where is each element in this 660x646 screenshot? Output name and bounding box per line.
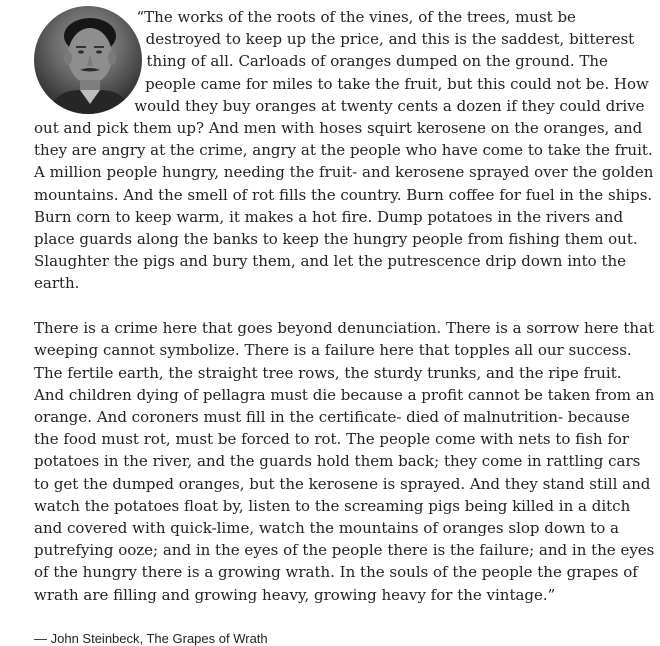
author-avatar bbox=[34, 6, 142, 114]
quote-paragraph-1: “The works of the roots of the vines, of the trees, must be destroyed to keep up the price, and this is the saddest, bitterest thing of all. Carloads of oranges dumped on the ground. The people came for miles to take the fruit, but this could not be. How would they buy oranges at twenty cents a dozen if they could drive out and pick them up? And men with hoses squirt kerosene on the oranges, and they are angry at the crime, angry at the people who have come to take the fruit. A million people hungry, needing the fruit- and kerosene sprayed over the golden mountains. And the smell of rot fills the country. Burn coffee for fuel in the ships. Burn corn to keep warm, it makes a hot fire. Dump potatoes in the rivers and place guards along the banks to keep the hungry people from fishing them out. Slaughter the pigs and bury them, and let the putrescence drip down into the earth. bbox=[34, 8, 654, 293]
quote-paragraph-2: There is a crime here that goes beyond denunciation. There is a sorrow here that weeping cannot symbolize. There is a failure here that topples all our success. The fertile earth, the straight tree rows, the sturdy trunks, and the ripe fruit. And children dying of pellagra must die because a profit cannot be taken from an orange. And coroners must fill in the certificate- died of malnutrition- because the food must rot, must be forced to rot. The people come with nets to fish for potatoes in the river, and the guards hold them back; they come in rattling cars to get the dumped oranges, but the kerosene is sprayed. And they stand still and watch the potatoes float by, listen to the screaming pigs being killed in a ditch and covered with quick-lime, watch the mountains of oranges slop down to a putrefying ooze; and in the eyes of the people there is the failure; and in the eyes of the hungry there is a growing wrath. In the souls of the people the grapes of wrath are filling and growing heavy, growing heavy for the vintage.” bbox=[34, 319, 655, 604]
quote-block bbox=[34, 6, 656, 646]
author-portrait-icon bbox=[34, 6, 142, 114]
quote-attribution: ― John Steinbeck, The Grapes of Wrath bbox=[34, 630, 268, 646]
